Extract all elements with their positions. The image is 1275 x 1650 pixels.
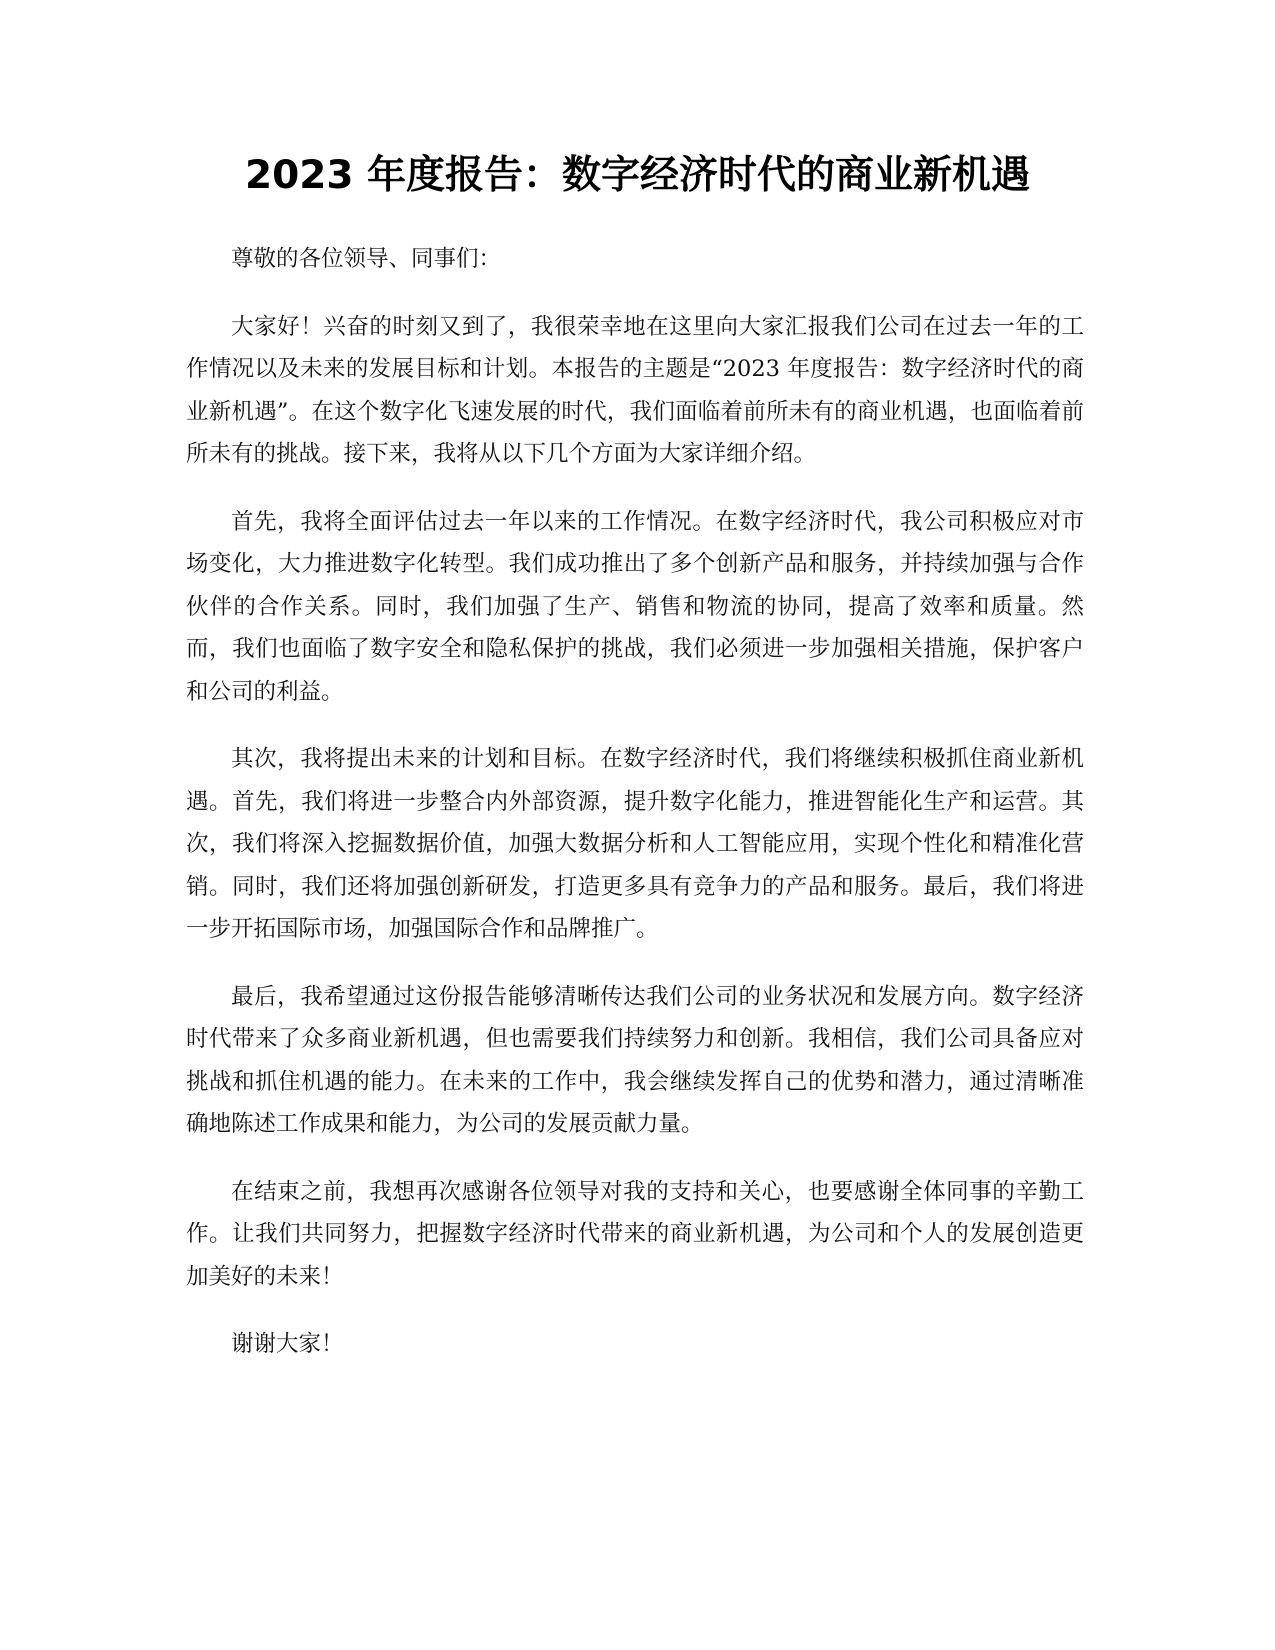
- salutation-paragraph: 尊敬的各位领导、同事们：: [231, 246, 502, 272]
- document-title: 2023 年度报告：数字经济时代的商业新机遇: [244, 153, 1031, 198]
- thanks-paragraph: 在结束之前，我想再次感谢各位领导对我的支持和关心，也要感谢全体同事的辛勤工作。让我们共同努力，把握数字经济时代带来的商业新机遇，为公司和个人的发展创造更加美好的未来！: [186, 1178, 1084, 1290]
- document-body: [186, 238, 1084, 1366]
- closing-line: 谢谢大家！: [231, 1331, 344, 1357]
- intro-paragraph: 大家好！兴奋的时刻又到了，我很荣幸地在这里向大家汇报我们公司在过去一年的工作情况以及未来的发展目标和计划。本报告的主题是“2023 年度报告：数字经济时代的商业新机遇”。在这个数字化飞速发展的时代，我们面临着前所未有的商业机遇，也面临着前所未有的挑战。接下来，我将从以下几个方面为大家详细介绍。: [186, 313, 1084, 467]
- plan-paragraph: 其次，我将提出未来的计划和目标。在数字经济时代，我们将继续积极抓住商业新机遇。首先，我们将进一步整合内外部资源，提升数字化能力，推进智能化生产和运营。其次，我们将深入挖掘数据价值，加强大数据分析和人工智能应用，实现个性化和精准化营销。同时，我们还将加强创新研发，打造更多具有竞争力的产品和服务。最后，我们将进一步开拓国际市场，加强国际合作和品牌推广。: [186, 746, 1084, 942]
- conclusion-paragraph: 最后，我希望通过这份报告能够清晰传达我们公司的业务状况和发展方向。数字经济时代带来了众多商业新机遇，但也需要我们持续努力和创新。我相信，我们公司具备应对挑战和抓住机遇的能力。在未来的工作中，我会继续发挥自己的优势和潜力，通过清晰准确地陈述工作成果和能力，为公司的发展贡献力量。: [186, 983, 1084, 1137]
- review-paragraph: 首先，我将全面评估过去一年以来的工作情况。在数字经济时代，我公司积极应对市场变化，大力推进数字化转型。我们成功推出了多个创新产品和服务，并持续加强与合作伙伴的合作关系。同时，我们加强了生产、销售和物流的协同，提高了效率和质量。然而，我们也面临了数字安全和隐私保护的挑战，我们必须进一步加强相关措施，保护客户和公司的利益。: [186, 508, 1084, 705]
